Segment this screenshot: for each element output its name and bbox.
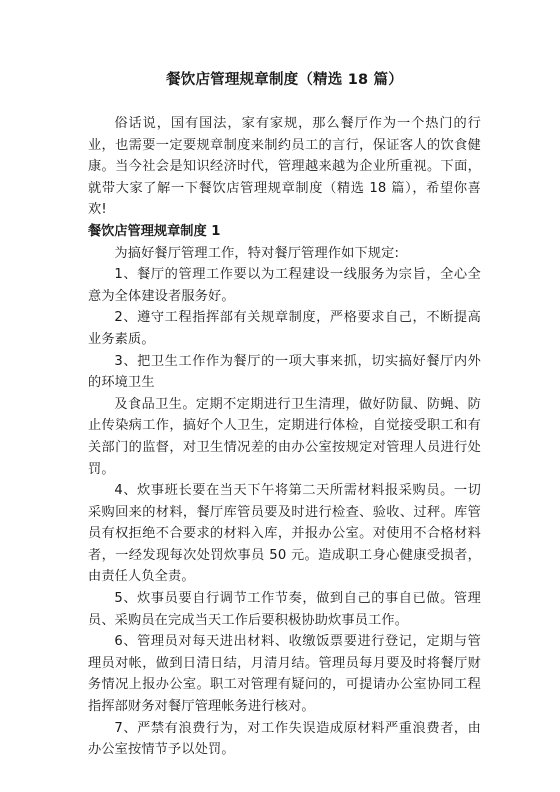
paragraph: 6、管理员对每天进出材料、收缴饭票要进行登记，定期与管理员对帐，做到日清日结，月清月结。管理员每月要及时将餐厅财务情况上报办公室。职工对管理有疑问的，可提请办公室协同工程指挥部财务对餐厅管理帐务进行核对。 bbox=[88, 634, 481, 715]
paragraph: 2、遵守工程指挥部有关规章制度，严格要求自己，不断提高业务素质。 bbox=[88, 310, 481, 347]
paragraph: 4、炊事班长要在当天下午将第二天所需材料报采购员。一切采购回来的材料，餐厅库管员要及时进行检查、验收、过秤。库管员有权拒绝不合要求的材料入库，并报办公室。对使用不合格材料者，一经发现每次处罚炊事员 50 元。造成职工身心健康受损者，由责任人负全责。 bbox=[88, 483, 481, 585]
section-heading: 餐饮店管理规章制度 1 bbox=[88, 223, 221, 239]
paragraph: 1、餐厅的管理工作要以为工程建设一线服务为宗旨，全心全意为全体建设者服务好。 bbox=[88, 267, 481, 304]
document-title: 餐饮店管理规章制度（精选 18 篇） bbox=[166, 72, 403, 88]
paragraph: 及食品卫生。定期不定期进行卫生清理，做好防鼠、防蝇、防止传染病工作，搞好个人卫生，定期进行体检，自觉接受职工和有关部门的监督，对卫生情况差的由办公室按规定对管理人员进行处罚。 bbox=[88, 396, 481, 477]
paragraph: 5、炊事员要自行调节工作节奏，做到自己的事自已做。管理员、采购员在完成当天工作后要积极协助炊事员工作。 bbox=[88, 591, 481, 628]
document-body bbox=[88, 70, 481, 761]
paragraph: 为搞好餐厅管理工作，特对餐厅管理作如下规定: bbox=[114, 245, 400, 261]
intro-paragraph: 俗话说，国有国法，家有家规，那么餐厅作为一个热门的行业，也需要一定要规章制度来制约员工的言行，保证客人的饮食健康。当今社会是知识经济时代，管理越来越为企业所重视。下面，就带大家了解一下餐饮店管理规章制度（精选 18 篇），希望你喜欢! bbox=[88, 116, 481, 218]
paragraph: 7、严禁有浪费行为，对工作失误造成原材料严重浪费者，由办公室按情节予以处罚。 bbox=[88, 720, 481, 758]
paragraph: 3、把卫生工作作为餐厅的一项大事来抓，切实搞好餐厅内外的环境卫生 bbox=[88, 353, 481, 391]
